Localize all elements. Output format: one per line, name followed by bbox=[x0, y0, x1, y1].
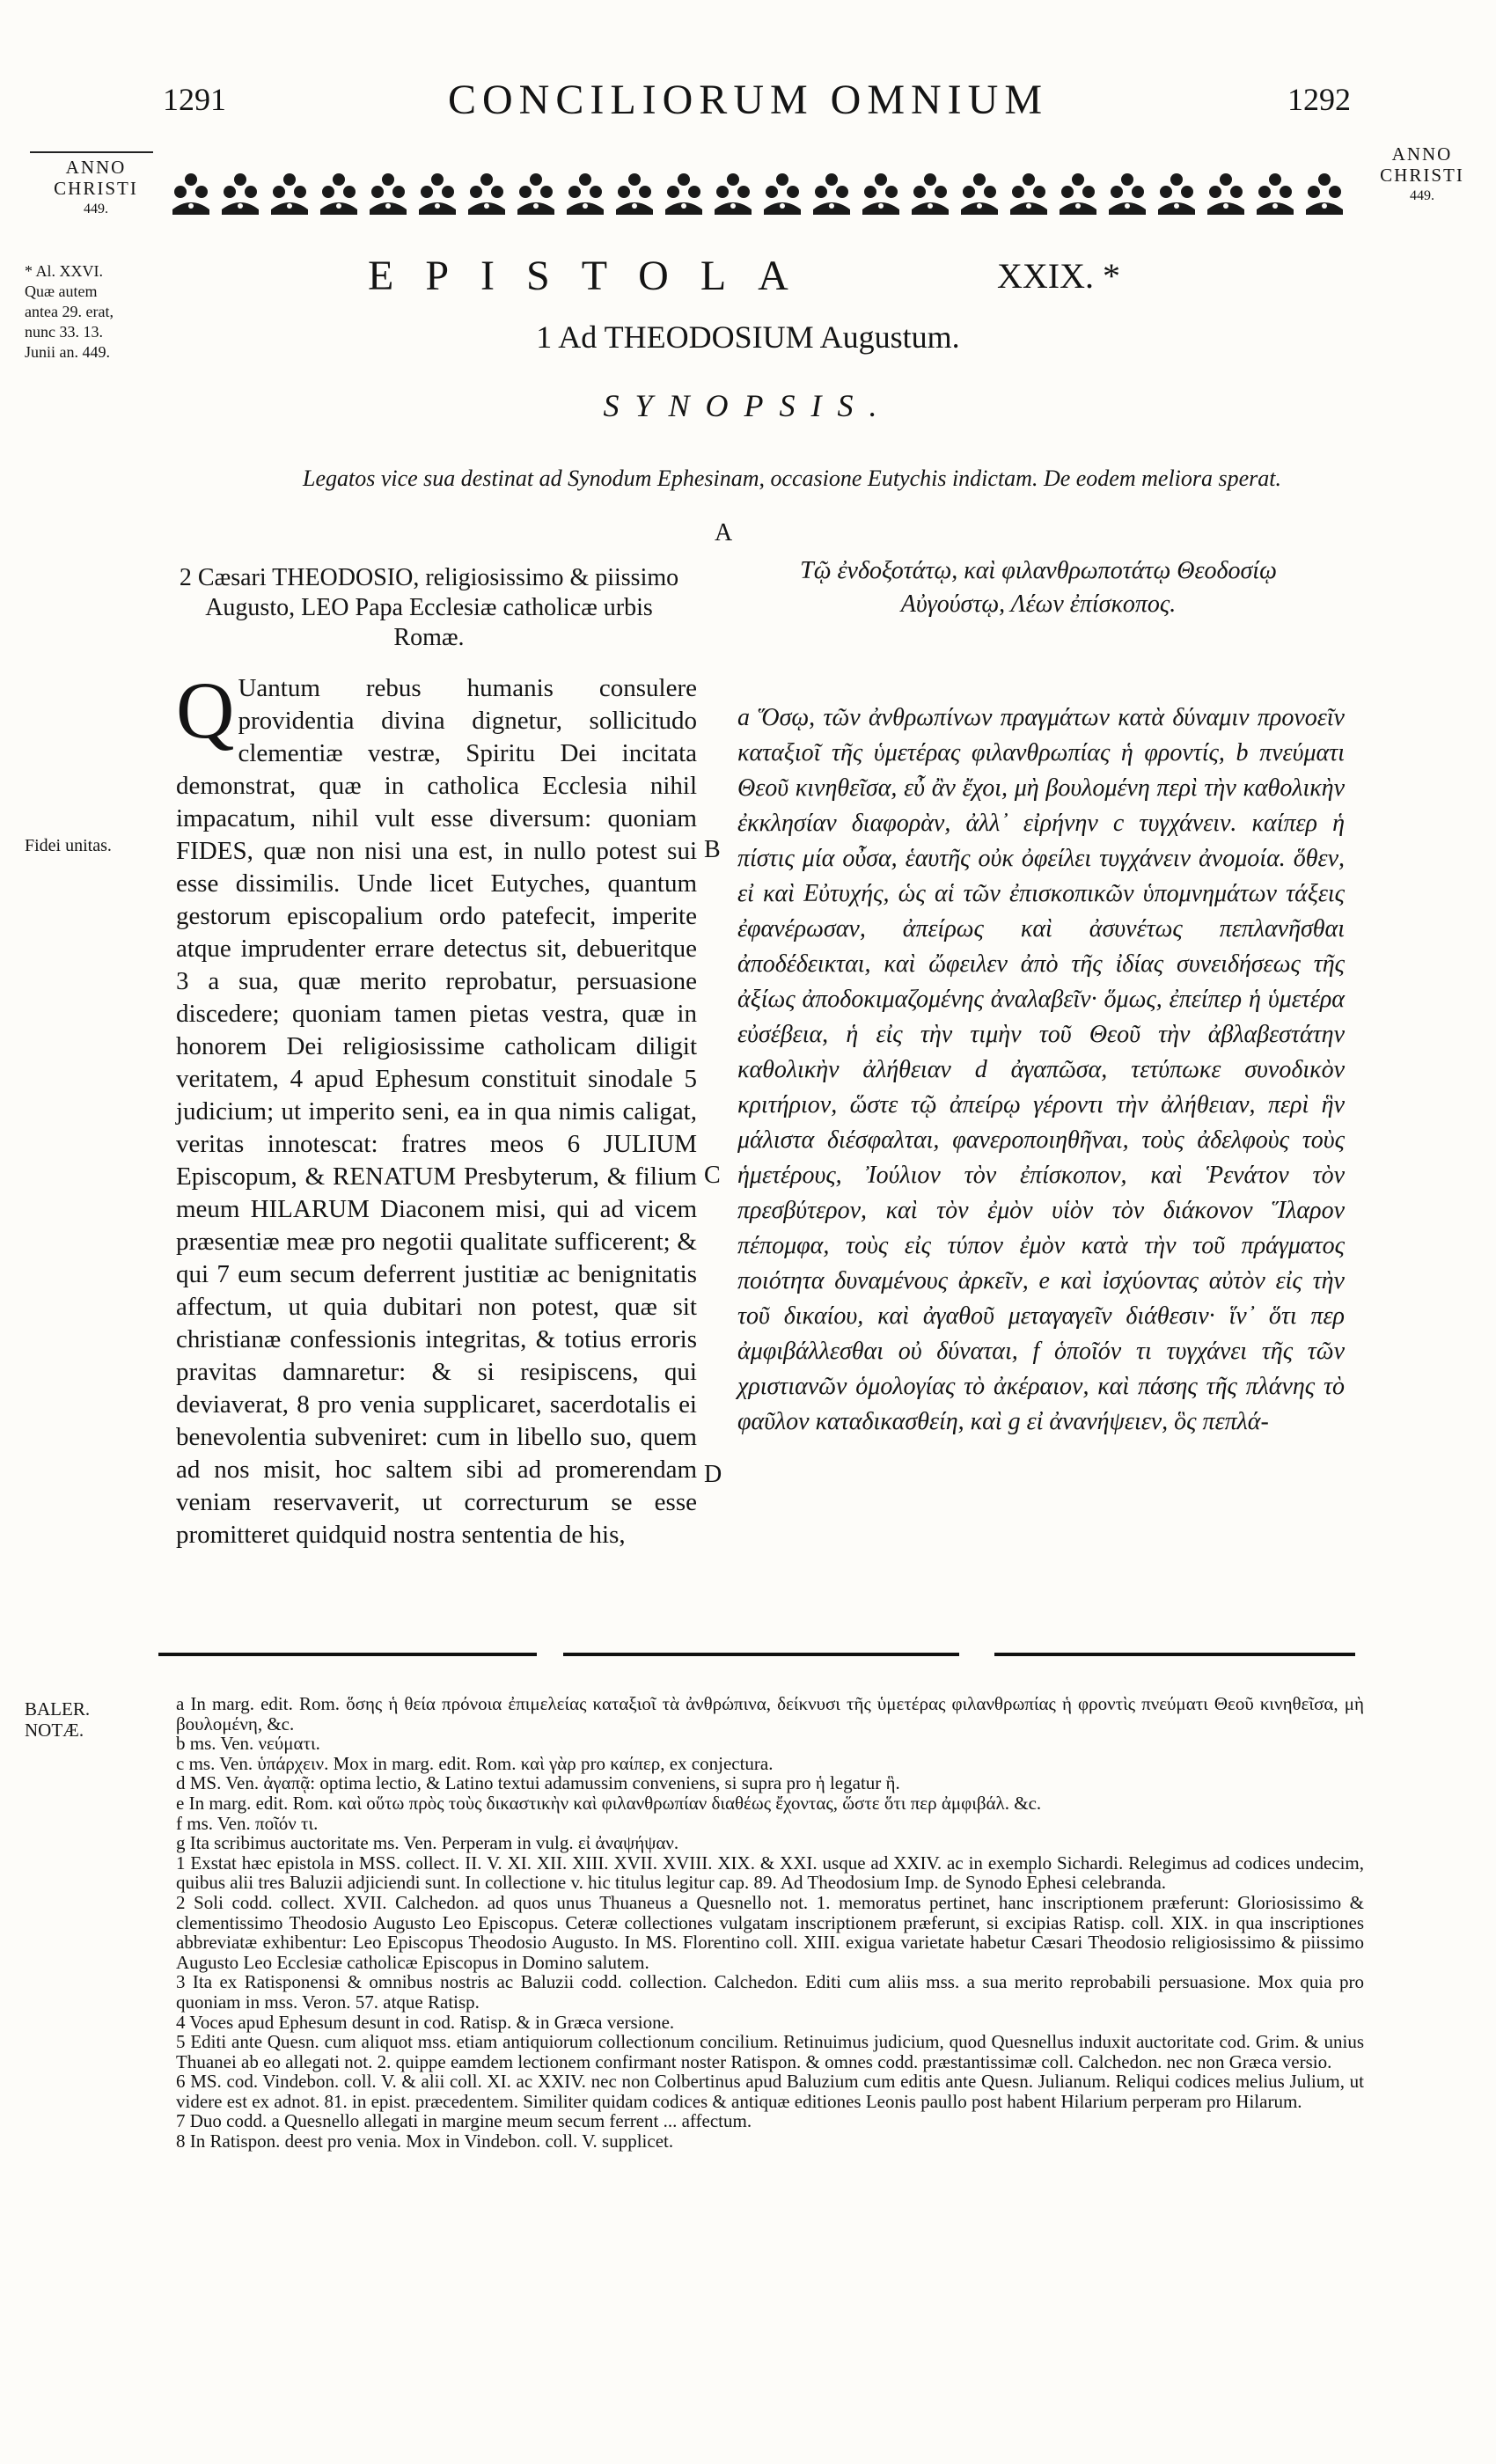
footnote: 6 MS. cod. Vindebon. coll. V. & alii coll. XI. ac XXIV. nec non Colbertinus apud Baluzium cum editis ante Quesn. Julianum. Reliqui codices melius Julium, ut videre est ex adnot. 81. in epist. præcedentem. Similiter quidam codices & antiquæ editiones Leonis paullo post habent Hilarium perperam pro Hilarum. bbox=[176, 2071, 1364, 2112]
christi-label: CHRISTI bbox=[54, 178, 138, 199]
latin-salutation: 2 Cæsari THEODOSIO, religiosissimo & piissimo Augusto, LEO Papa Ecclesiæ catholicæ urbis Romæ. bbox=[179, 564, 679, 651]
ornament-fleuron bbox=[517, 173, 554, 215]
margin-note-fidei: Fidei unitas. bbox=[25, 836, 112, 855]
margin-letter-b: B bbox=[704, 836, 721, 863]
footnotes bbox=[176, 1694, 1364, 2152]
notes-label bbox=[25, 1698, 90, 1741]
margin-letter-c: C bbox=[704, 1162, 721, 1189]
addressee-line: 1 Ad THEODOSIUM Augustum. bbox=[536, 319, 960, 355]
footnote: 5 Editi ante Quesn. cum aliquot mss. etiam antiquiorum collectionum concilium. Retinuimus judicium, quod Quesnellus induxit auctoritate cod. Grim. & unius Thuanei ab eo allegati not. 2. quippe eamdem lectionem confirmant noster Ratispon. & omnes codd. præstantissimæ coll. Calchedon. nec non Græca versio. bbox=[176, 2031, 1364, 2072]
latin-body-text: Uantum rebus humanis consulere providentia divina dignetur, sollicitudo clementiæ vestræ, Spiritu Dei incitata demonstrat, quæ in catholica Ecclesia nihil impacatum, nihil vult esse diversum: quoniam FIDES, quæ non nisi una est, in nullo potest sui esse dissimilis. Unde licet Eutyches, quantum gestorum episcopalium ordo patefecit, imperite atque imprudenter errare detectus sit, debueritque 3 a sua, quæ merito reprobatur, persuasione discedere; quoniam tamen pietas vestra, quæ in honorem Dei religiosissime catholicam diligit veritatem, 4 apud Ephesum constituit sinodale 5 judicium; ut imperito seni, ea in qua nimis caligat, veritas innotescat: fratres meos 6 JULIUM Episcopum, & RENATUM Presbyterum, & filium meum HILARUM Diaconem misi, qui ad vicem præsentiæ meæ pro negotii qualitate sufficerent; & qui 7 eum secum deferrent justitiæ ac benignitatis affectum, ut quia dubitari non potest, quæ sit christianæ confessionis integritas, & totius erroris pravitas damnaretur: & si resipiscens, qui deviaverat, 8 pro venia supplicaret, sacerdotalis ei benevolentia subveniret: cum in libello suo, quem ad nos misit, hoc saltem sibi ad promerendam veniam reservaverit, ut correcturum se esse promitteret quidquid nostra sententia de his, bbox=[176, 674, 697, 1549]
notes-rule bbox=[994, 1653, 1355, 1656]
synopsis-heading: SYNOPSIS. bbox=[603, 388, 893, 423]
christi-label: CHRISTI bbox=[1380, 165, 1464, 186]
footnote: 4 Voces apud Ephesum desunt in cod. Ratisp. & in Græca versione. bbox=[176, 2011, 675, 2033]
footnote: g Ita scribimus auctoritate ms. Ven. Perperam in vulg. εἰ ἀναψήψαν. bbox=[176, 1832, 679, 1854]
ornament-fleuron bbox=[1060, 173, 1096, 215]
epistola-number: XXIX. * bbox=[997, 256, 1120, 296]
anno-label: ANNO bbox=[1391, 143, 1453, 165]
footnote: 7 Duo codd. a Quesnello allegati in margine meum secum ferrent ... affectum. bbox=[176, 2110, 752, 2132]
notes-label-baler: BALER. bbox=[25, 1698, 91, 1720]
ornament-fleuron bbox=[419, 173, 456, 215]
page-number-right: 1292 bbox=[1287, 82, 1351, 117]
ornament-fleuron bbox=[1158, 173, 1195, 215]
notes-label-notae: NOTÆ. bbox=[25, 1720, 84, 1741]
footnote: c ms. Ven. ὑπάρχειν. Mox in marg. edit. Rom. καὶ γὰρ pro καίπερ, ex conjectura. bbox=[176, 1752, 774, 1774]
footnote: 3 Ita ex Ratisponensi & omnibus nostris ac Baluzii codd. collection. Calchedon. Editi cum aliis mss. a sua merito reprobabili persuasione. Mox quia pro quoniam in mss. Veron. 57. atque Ratisp. bbox=[176, 1971, 1364, 2013]
footnote: b ms. Ven. νεύματι. bbox=[176, 1733, 320, 1755]
footnote: d MS. Ven. ἀγαπᾷ: optima lectio, & Latino textui adamussim conveniens, si supra pro ἡ legatur ἣ. bbox=[176, 1772, 900, 1794]
margin-note-date: * Al. XXVI. Quæ autem antea 29. erat, nunc 33. 13. Junii an. 449. bbox=[25, 262, 114, 361]
footnote: 1 Exstat hæc epistola in MSS. collect. II. V. XI. XII. XIII. XVII. XVIII. XIX. & XXI. usque ad XXIV. ac in exemplo Sichardi. Relegimus ad codices undecim, quibus alii tres Baluzii adjiciendi sunt. In collectione v. hic titulus legitur cap. 89. Ad Theodosium Imp. de Synodo Ephesi celebranda. bbox=[176, 1852, 1364, 1894]
dropcap: Q bbox=[176, 665, 235, 755]
ornament-fleuron bbox=[1306, 173, 1343, 215]
notes-rule bbox=[158, 1653, 537, 1656]
greek-body: a Ὅσῳ, τῶν ἀνθρωπίνων πραγμάτων κατὰ δύναμιν προνοεῖν καταξιοῖ τῆς ὑμετέρας φιλανθρωπίας ἡ φροντίς, b πνεύματι Θεοῦ κινηθεῖσα, εὖ ἂν ἔχοι, μὴ βουλομένη περὶ τὴν καθολικὴν ἐκκλησίαν διαφορὰν, ἀλλ᾽ εἰρήνην c τυγχάνειν. καίπερ ἡ πίστις μία οὖσα, ἑαυτῆς οὐκ ὀφείλει τυγχάνειν ἀνομοία. ὅθεν, εἰ καὶ Εὐτυχής, ὡς αἱ τῶν ἐπισκοπικῶν ὑπομνημάτων τάξεις ἐφανέρωσαν, ἀπείρως καὶ ἀσυνέτως πεπλανῆσθαι ἀποδέδεικται, καὶ ὤφειλεν ἀπὸ τῆς ἰδίας συνειδήσεως τῆς ἀξίως ἀποδοκιμαζομένης ἀναλαβεῖν· ὅμως, ἐπείπερ ἡ ὑμετέρα εὐσέβεια, ἡ εἰς τὴν τιμὴν τοῦ Θεοῦ τὴν ἀβλαβεστάτην καθολικὴν ἀλήθειαν d ἀγαπῶσα, τετύπωκε συνοδικὸν κριτήριον, ὥστε τῷ ἀπείρῳ γέροντι τὴν ἀλήθειαν, περὶ ἣν μάλιστα διέσφαλται, φανεροποιηθῆναι, τοὺς ἀδελφοὺς τοὺς ἡμετέρους, Ἰούλιον τὸν ἐπίσκοπον, καὶ Ῥενάτον τὸν πρεσβύτερον, καὶ τὸν ἐμὸν υἱὸν τὸν διάκονον Ἵλαρον πέπομφα, τοὺς εἰς τύπον ἐμὸν κατὰ τὴν τοῦ πράγματος ποιότητα δυναμένους ἀρκεῖν, e καὶ ἰσχύοντας αὐτὸν εἰς τὴν τοῦ δικαίου, καὶ ἀγαθοῦ μεταγαγεῖν διάθεσιν· ἵν᾽ ὅτι περ ἀμφιβάλλεσθαι οὐ δύναται, f ὁποῖόν τι τυγχάνει τῆς τῶν χριστιανῶν ὁμολογίας τὸ ἀκέραιον, καὶ πάσης τῆς πλάνης τὸ φαῦλον καταδικασθείη, καὶ g εἰ ἀνανήψειεν, ὃς πεπλά- bbox=[737, 704, 1345, 1435]
running-title: CONCILIORUM OMNIUM bbox=[447, 77, 1048, 123]
year-label: 449. bbox=[1410, 188, 1434, 203]
ornament-fleuron bbox=[764, 173, 801, 215]
year-label: 449. bbox=[84, 202, 108, 216]
epistola-title bbox=[368, 252, 820, 300]
footnote: 2 Soli codd. collect. XVII. Calchedon. ad quos unus Thuaneus a Quesnello not. 1. memoratus pertinet, hanc inscriptionem præferunt: Gloriosissimo & clementissimo Theodosio Augusto Leo Episcopus. Ceteræ collectiones vulgatam inscriptionem præferunt, si excipias Ratisp. coll. XIX. in qua inscriptiones abbreviatæ exhibentur: Leo Episcopus Theodosio Augusto. In MS. Florentino coll. XIII. exigua varietate habetur Cæsari Theodosio religiosissimo & piissimo Augusto Leo Ecclesiæ catholicæ Episcopus in Domino salutem. bbox=[176, 1891, 1364, 1973]
ornament-fleuron bbox=[912, 173, 949, 215]
notes-rule bbox=[563, 1653, 959, 1656]
ornament-fleuron bbox=[222, 173, 259, 215]
ornament-fleuron bbox=[1109, 173, 1146, 215]
ornament-fleuron bbox=[813, 173, 850, 215]
footnote: f ms. Ven. ποῖόν τι. bbox=[176, 1812, 319, 1834]
ornament-fleuron bbox=[1207, 173, 1244, 215]
ornament-fleuron bbox=[271, 173, 308, 215]
ornament-fleuron bbox=[320, 173, 357, 215]
ornament-fleuron bbox=[468, 173, 505, 215]
margin-letter-d: D bbox=[704, 1461, 722, 1488]
ornament-fleuron bbox=[370, 173, 407, 215]
ornament-fleuron bbox=[1257, 173, 1294, 215]
anno-christi-right bbox=[1360, 143, 1484, 207]
anno-rule-left bbox=[30, 151, 153, 153]
ornament-fleuron bbox=[172, 173, 209, 215]
footnote: e In marg. edit. Rom. καὶ οὕτω πρὸς τοὺς δικαστικὴν καὶ φιλανθρωπίαν διαθέως ἔχοντας, ὥστε ὅτι περ ἀμφιβάλ. &c. bbox=[176, 1792, 1042, 1814]
ornament-fleuron bbox=[567, 173, 604, 215]
ornament-fleuron bbox=[862, 173, 899, 215]
ornament-fleuron bbox=[1010, 173, 1047, 215]
page-number-left: 1291 bbox=[163, 82, 226, 117]
ornament-fleuron bbox=[616, 173, 653, 215]
ornament-fleuron bbox=[961, 173, 998, 215]
footnote: 8 In Ratispon. deest pro venia. Mox in Vindebon. coll. V. supplicet. bbox=[176, 2130, 674, 2152]
footnote: a In marg. edit. Rom. ὅσης ἡ θεία πρόνοια ἐπιμελείας καταξιοῖ τὰ ἀνθρώπινα, δείκνυσι τῆς ὑμετέρας φιλανθρωπίας ἡ φροντὶς πνεύματι Θεοῦ κινηθεῖσα, μὴ βουλομένη, &c. bbox=[176, 1693, 1364, 1734]
margin-letter-a: A bbox=[715, 519, 733, 546]
ornament-band bbox=[167, 167, 1355, 218]
anno-label: ANNO bbox=[65, 157, 127, 178]
epistola-word: EPISTOLA bbox=[368, 253, 820, 299]
anno-christi-left bbox=[30, 157, 162, 220]
greek-salutation: Τῷ ἐνδοξοτάτῳ, καὶ φιλανθρωποτάτῳ Θεοδοσίῳ Αὐγούστῳ, Λέων ἐπίσκοπος. bbox=[800, 557, 1277, 618]
synopsis-text: Legatos vice sua destinat ad Synodum Ephesinam, occasione Eutychis indictam. De eodem meliora sperat. bbox=[302, 466, 1282, 491]
ornament-fleuron bbox=[715, 173, 752, 215]
latin-body bbox=[176, 665, 697, 1551]
ornament-fleuron bbox=[665, 173, 702, 215]
